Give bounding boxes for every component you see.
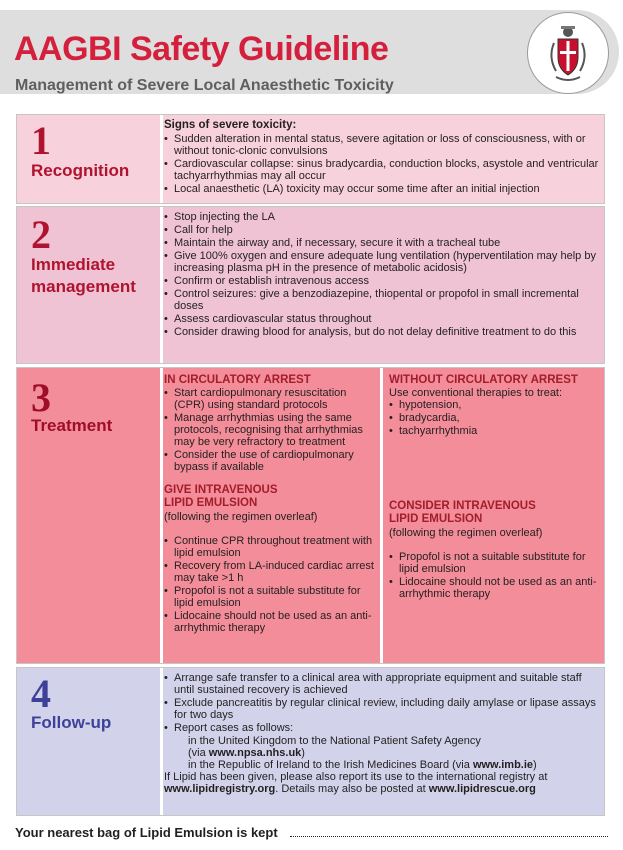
- list-item: • Manage arrhythmias using the same protocols, recognising that arrhythmias may be very refractory to treatment: [164, 412, 380, 448]
- aagbi-crest-icon: [527, 12, 609, 94]
- without-arrest-heading: WITHOUT CIRCULATORY ARREST: [389, 374, 578, 386]
- list-item: • Local anaesthetic (LA) toxicity may occur some time after an initial injection: [164, 183, 604, 195]
- consider-lipid-heading-line2: LIPID EMULSION: [389, 513, 483, 525]
- section-content: [164, 668, 598, 815]
- bullet-list: [389, 399, 598, 437]
- bullet-list: [389, 551, 598, 600]
- list-item: • Control seizures: give a benzodiazepine, thiopental or propofol in small incremental doses: [164, 288, 604, 312]
- section-number: 4: [31, 671, 51, 716]
- without-arrest-intro: Use conventional therapies to treat:: [389, 387, 563, 399]
- list-item: • Sudden alteration in mental status, severe agitation or loss of consciousness, with or without tonic-clonic convulsions: [164, 133, 604, 157]
- list-item: • Consider drawing blood for analysis, but do not delay definitive treatment to do this: [164, 326, 604, 338]
- list-item: • hypotension,: [389, 399, 598, 411]
- regimen-note: (following the regimen overleaf): [164, 511, 318, 523]
- section-name: Follow-up: [31, 713, 112, 732]
- bullet-list: [164, 211, 604, 338]
- list-item: • tachyarrhythmia: [389, 425, 598, 437]
- npsa-link: www.npsa.nhs.uk: [208, 747, 302, 759]
- list-item: • bradycardia,: [389, 412, 598, 424]
- list-item: • Propofol is not a suitable substitute for lipid emulsion: [164, 585, 380, 609]
- section-label: [17, 368, 163, 663]
- list-item: • Arrange safe transfer to a clinical area with appropriate equipment and suitable staff until sustained recovery is achieved: [164, 672, 598, 696]
- report-uk: in the United Kingdom to the National Patient Safety Agency: [188, 735, 481, 747]
- section-number: 3: [31, 375, 51, 420]
- imb-link: www.imb.ie: [472, 759, 534, 771]
- bullet-list: [164, 672, 598, 734]
- section-name-line1: Immediate: [31, 255, 116, 274]
- report-uk-via: (via www.npsa.nhs.uk): [188, 747, 305, 759]
- section-recognition: [16, 114, 605, 204]
- page-title: AAGBI Safety Guideline: [14, 30, 389, 68]
- list-item: • Propofol is not a suitable substitute for lipid emulsion: [389, 551, 598, 575]
- section-number: 1: [31, 118, 51, 163]
- consider-lipid-heading-line1: CONSIDER INTRAVENOUS: [389, 500, 536, 512]
- without-arrest-column: [389, 368, 598, 663]
- regimen-note: (following the regimen overleaf): [389, 527, 543, 539]
- lipid-registry-link: www.lipidregistry.org: [164, 783, 276, 795]
- in-arrest-column: [164, 368, 380, 663]
- list-item: • Maintain the airway and, if necessary, secure it with a tracheal tube: [164, 237, 604, 249]
- list-item: • Continue CPR throughout treatment with lipid emulsion: [164, 535, 380, 559]
- section-label: [17, 207, 163, 363]
- in-arrest-heading: IN CIRCULATORY ARREST: [164, 374, 311, 386]
- section-follow-up: [16, 667, 605, 816]
- list-item: • Assess cardiovascular status throughout: [164, 313, 604, 325]
- section-content: [164, 207, 604, 363]
- section-heading: Signs of severe toxicity:: [164, 119, 297, 131]
- list-item: • Consider the use of cardiopulmonary bypass if available: [164, 449, 380, 473]
- list-item: • Call for help: [164, 224, 604, 236]
- list-item: • Confirm or establish intravenous access: [164, 275, 604, 287]
- lipid-rescue-link: www.lipidrescue.org: [428, 783, 536, 795]
- section-label: [17, 668, 163, 815]
- lipid-location-fill-line: [290, 836, 608, 837]
- section-name-line2: management: [31, 277, 136, 296]
- section-content: [164, 368, 604, 663]
- bullet-list: [164, 387, 380, 473]
- list-item: • Start cardiopulmonary resuscitation (CPR) using standard protocols: [164, 387, 380, 411]
- page-subtitle: Management of Severe Local Anaesthetic Toxicity: [15, 77, 394, 94]
- lipid-registry-note: If Lipid has been given, please also report its use to the international registry at www.lipidregistry.org. Details may also be posted at www.lipidrescue.org: [164, 771, 548, 795]
- bullet-list: [164, 133, 604, 195]
- section-immediate-management: [16, 206, 605, 364]
- list-item: • Report cases as follows:: [164, 722, 598, 734]
- list-item: • Give 100% oxygen and ensure adequate lung ventilation (hyperventilation may help by increasing plasma pH in the presence of metabolic acidosis): [164, 250, 604, 274]
- bullet-list: [164, 535, 380, 634]
- section-treatment: [16, 367, 605, 664]
- list-item: • Recovery from LA-induced cardiac arrest may take >1 h: [164, 560, 380, 584]
- give-lipid-heading-line2: LIPID EMULSION: [164, 497, 258, 509]
- report-ireland: in the Republic of Ireland to the Irish Medicines Board (via www.imb.ie): [188, 759, 537, 771]
- section-label: [17, 115, 163, 203]
- column-divider: [380, 368, 383, 663]
- lipid-location-label: Your nearest bag of Lipid Emulsion is kept: [15, 825, 278, 840]
- section-name: Recognition: [31, 161, 130, 180]
- list-item: • Lidocaine should not be used as an anti-arrhythmic therapy: [164, 610, 380, 634]
- list-item: • Exclude pancreatitis by regular clinical review, including daily amylase or lipase assays for two days: [164, 697, 598, 721]
- section-name: Treatment: [31, 416, 113, 435]
- list-item: • Stop injecting the LA: [164, 211, 604, 223]
- list-item: • Lidocaine should not be used as an anti-arrhythmic therapy: [389, 576, 598, 600]
- list-item: • Cardiovascular collapse: sinus bradycardia, conduction blocks, asystole and ventricular tachyarrhythmias may all occur: [164, 158, 604, 182]
- section-content: [164, 115, 604, 203]
- give-lipid-heading-line1: GIVE INTRAVENOUS: [164, 484, 278, 496]
- section-number: 2: [31, 212, 51, 257]
